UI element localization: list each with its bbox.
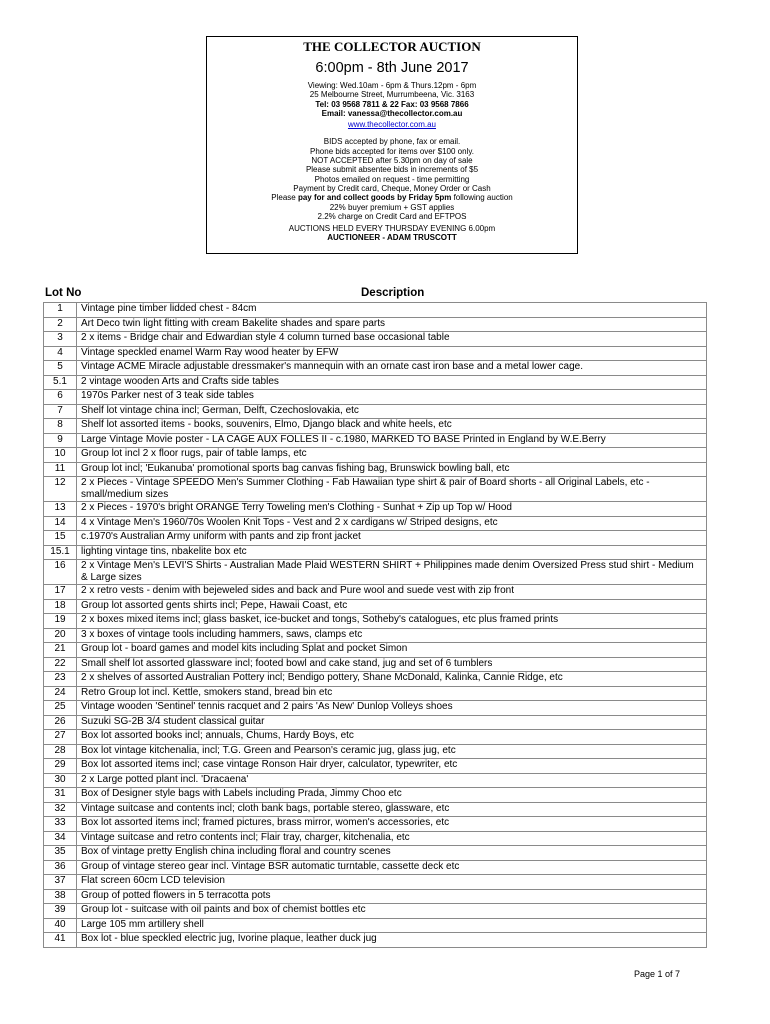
not-accepted-info: NOT ACCEPTED after 5.30pm on day of sale	[311, 156, 473, 166]
lot-description: Box of Designer style bags with Labels including Prada, Jimmy Choo etc	[77, 788, 707, 803]
table-row	[44, 788, 707, 803]
lot-description: lighting vintage tins, nbakelite box etc	[77, 545, 707, 560]
lot-description: Large Vintage Movie poster - LA CAGE AUX FOLLES II - c.1980, MARKED TO BASE Printed in England by W.E.Berry	[77, 433, 707, 448]
table-row	[44, 846, 707, 861]
lot-description: Shelf lot assorted items - books, souvenirs, Elmo, Django black and white heels, etc	[77, 419, 707, 434]
lot-description: Vintage speckled enamel Warm Ray wood heater by EFW	[77, 346, 707, 361]
viewing-hours: Viewing: Wed.10am - 6pm & Thurs.12pm - 6pm	[307, 81, 477, 90]
lot-description: Group of vintage stereo gear incl. Vintage BSR automatic turntable, cassette deck etc	[77, 860, 707, 875]
lot-description: 3 x boxes of vintage tools including hammers, saws, clamps etc	[77, 628, 707, 643]
table-row	[44, 860, 707, 875]
table-row	[44, 531, 707, 546]
lot-number: 40	[44, 918, 77, 933]
lot-description: Box lot assorted items incl; framed pictures, brass mirror, women's accessories, etc	[77, 817, 707, 832]
table-row	[44, 875, 707, 890]
auction-title: THE COLLECTOR AUCTION	[303, 39, 481, 54]
lot-description: 4 x Vintage Men's 1960/70s Woolen Knit Tops - Vest and 2 x cardigans w/ Striped designs, etc	[77, 516, 707, 531]
lot-number: 36	[44, 860, 77, 875]
lot-number: 9	[44, 433, 77, 448]
lot-number: 37	[44, 875, 77, 890]
lot-description: Box lot vintage kitchenalia, incl; T.G. Green and Pearson's ceramic jug, glass jug, etc	[77, 744, 707, 759]
lot-number: 32	[44, 802, 77, 817]
table-row	[44, 889, 707, 904]
lot-number: 25	[44, 701, 77, 716]
table-row	[44, 361, 707, 376]
table-row	[44, 433, 707, 448]
auctioneer: AUCTIONEER - ADAM TRUSCOTT	[327, 233, 457, 243]
lot-table	[43, 302, 707, 948]
lot-number: 5	[44, 361, 77, 376]
lot-number: 35	[44, 846, 77, 861]
table-row	[44, 701, 707, 716]
lot-description: 2 x retro vests - denim with bejeweled sides and back and Pure wool and suede vest with zip front	[77, 585, 707, 600]
lot-number: 3	[44, 332, 77, 347]
lot-number: 33	[44, 817, 77, 832]
lot-number: 30	[44, 773, 77, 788]
table-row	[44, 516, 707, 531]
lot-number: 41	[44, 933, 77, 948]
lot-description: 2 x boxes mixed items incl; glass basket, ice-bucket and tongs, Sotheby's catalogues, etc plus framed prints	[77, 614, 707, 629]
table-row	[44, 744, 707, 759]
lot-number: 12	[44, 477, 77, 502]
buyer-premium-info: 22% buyer premium + GST applies	[329, 202, 455, 212]
description-header: Description	[361, 287, 425, 299]
auctions-held-info: AUCTIONS HELD EVERY THURSDAY EVENING 6.00pm	[288, 224, 496, 234]
lot-description: 2 x Pieces - Vintage SPEEDO Men's Summer Clothing - Fab Hawaiian type shirt & pair of Board shorts - all Original Labels, etc - small/medium sizes	[77, 477, 707, 502]
photos-info: Photos emailed on request - time permitting	[314, 174, 470, 184]
table-row	[44, 375, 707, 390]
lot-description: Vintage suitcase and retro contents incl; Flair tray, charger, kitchenalia, etc	[77, 831, 707, 846]
lot-number: 19	[44, 614, 77, 629]
address: 25 Melbourne Street, Murrumbeena, Vic. 3163	[309, 90, 475, 100]
table-row	[44, 545, 707, 560]
lot-number: 1	[44, 303, 77, 318]
table-row	[44, 802, 707, 817]
table-row	[44, 419, 707, 434]
lot-number: 26	[44, 715, 77, 730]
table-row	[44, 773, 707, 788]
table-row	[44, 759, 707, 774]
lot-description: 2 x Large potted plant incl. 'Dracaena'	[77, 773, 707, 788]
lot-description: Group lot - board games and model kits including Splat and pocket Simon	[77, 643, 707, 658]
table-row	[44, 462, 707, 477]
lot-number: 16	[44, 560, 77, 585]
table-row	[44, 817, 707, 832]
table-row	[44, 643, 707, 658]
table-row	[44, 448, 707, 463]
lot-number: 38	[44, 889, 77, 904]
lot-description: 2 x Vintage Men's LEVI'S Shirts - Australian Made Plaid WESTERN SHIRT + Philippines made denim Oversized Press stud shirt - Medium & Large sizes	[77, 560, 707, 585]
lot-description: Group lot assorted gents shirts incl; Pepe, Hawaii Coast, etc	[77, 599, 707, 614]
lot-number: 2	[44, 317, 77, 332]
table-row	[44, 686, 707, 701]
table-row	[44, 404, 707, 419]
lot-description: Group of potted flowers in 5 terracotta pots	[77, 889, 707, 904]
lot-description: Suzuki SG-2B 3/4 student classical guitar	[77, 715, 707, 730]
lot-description: Small shelf lot assorted glassware incl; footed bowl and cake stand, jug and set of 6 tumblers	[77, 657, 707, 672]
lot-description: Group lot - suitcase with oil paints and box of chemist bottles etc	[77, 904, 707, 919]
lot-number: 5.1	[44, 375, 77, 390]
lot-description: 2 x items - Bridge chair and Edwardian style 4 column turned base occasional table	[77, 332, 707, 347]
table-row	[44, 831, 707, 846]
page-number: Page 1 of 7	[634, 969, 681, 979]
lot-description: Retro Group lot incl. Kettle, smokers stand, bread bin etc	[77, 686, 707, 701]
lot-number: 14	[44, 516, 77, 531]
lot-description: Shelf lot vintage china incl; German, Delft, Czechoslovakia, etc	[77, 404, 707, 419]
auction-datetime: 6:00pm - 8th June 2017	[315, 60, 469, 76]
lot-description: Box of vintage pretty English china including floral and country scenes	[77, 846, 707, 861]
email: Email: vanessa@thecollector.com.au	[321, 108, 463, 118]
lot-number: 28	[44, 744, 77, 759]
lot-number: 13	[44, 502, 77, 517]
lot-description: Box lot assorted books incl; annuals, Chums, Hardy Boys, etc	[77, 730, 707, 745]
table-row	[44, 918, 707, 933]
table-row	[44, 672, 707, 687]
lot-description: 2 x shelves of assorted Australian Pottery incl; Bendigo pottery, Shane McDonald, Kalinka, Cannie Ridge, etc	[77, 672, 707, 687]
table-row	[44, 657, 707, 672]
lot-description: Art Deco twin light fitting with cream Bakelite shades and spare parts	[77, 317, 707, 332]
phone-bids-info: Phone bids accepted for items over $100 only.	[310, 146, 474, 156]
table-row	[44, 346, 707, 361]
lot-description: 1970s Parker nest of 3 teak side tables	[77, 390, 707, 405]
table-row	[44, 614, 707, 629]
lot-description: Vintage wooden 'Sentinel' tennis racquet and 2 pairs 'As New' Dunlop Volleys shoes	[77, 701, 707, 716]
lot-number: 11	[44, 462, 77, 477]
lot-no-header: Lot No	[45, 287, 82, 299]
absentee-bids-info: Please submit absentee bids in increments of $5	[305, 165, 479, 175]
bids-info: BIDS accepted by phone, fax or email.	[323, 137, 461, 147]
lot-table-body	[44, 303, 707, 948]
lot-number: 29	[44, 759, 77, 774]
lot-number: 8	[44, 419, 77, 434]
pay-collect-info: Please pay for and collect goods by Friday 5pm following auction	[271, 193, 513, 203]
table-row	[44, 628, 707, 643]
lot-number: 7	[44, 404, 77, 419]
credit-card-surcharge-info: 2.2% charge on Credit Card and EFTPOS	[317, 211, 467, 221]
lot-description: Group lot incl 2 x floor rugs, pair of table lamps, etc	[77, 448, 707, 463]
lot-number: 4	[44, 346, 77, 361]
payment-info: Payment by Credit card, Cheque, Money Order or Cash	[293, 183, 491, 193]
lot-number: 39	[44, 904, 77, 919]
lot-description: Box lot assorted items incl; case vintage Ronson Hair dryer, calculator, typewriter, etc	[77, 759, 707, 774]
table-row	[44, 390, 707, 405]
lot-description: Vintage suitcase and contents incl; cloth bank bags, portable stereo, glassware, etc	[77, 802, 707, 817]
lot-number: 15	[44, 531, 77, 546]
lot-number: 15.1	[44, 545, 77, 560]
lot-description: Vintage pine timber lidded chest - 84cm	[77, 303, 707, 318]
table-row	[44, 715, 707, 730]
lot-description: Box lot - blue speckled electric jug, Ivorine plaque, leather duck jug	[77, 933, 707, 948]
lot-description: 2 x Pieces - 1970's bright ORANGE Terry Toweling men's Clothing - Sunhat + Zip up Top w/ Hood	[77, 502, 707, 517]
lot-number: 31	[44, 788, 77, 803]
lot-number: 18	[44, 599, 77, 614]
phone-fax: Tel: 03 9568 7811 & 22 Fax: 03 9568 7866	[315, 99, 469, 109]
table-row	[44, 477, 707, 502]
table-row	[44, 730, 707, 745]
lot-number: 23	[44, 672, 77, 687]
table-row	[44, 585, 707, 600]
lot-number: 27	[44, 730, 77, 745]
lot-description: Flat screen 60cm LCD television	[77, 875, 707, 890]
lot-number: 24	[44, 686, 77, 701]
column-headers	[0, 286, 770, 302]
table-row	[44, 904, 707, 919]
lot-number: 21	[44, 643, 77, 658]
lot-number: 34	[44, 831, 77, 846]
lot-description: c.1970's Australian Army uniform with pants and zip front jacket	[77, 531, 707, 546]
lot-description: 2 vintage wooden Arts and Crafts side tables	[77, 375, 707, 390]
lot-number: 10	[44, 448, 77, 463]
lot-description: Group lot incl; 'Eukanuba' promotional sports bag canvas fishing bag, Brunswick bowling ball, etc	[77, 462, 707, 477]
lot-number: 6	[44, 390, 77, 405]
lot-number: 17	[44, 585, 77, 600]
lot-number: 22	[44, 657, 77, 672]
table-row	[44, 599, 707, 614]
lot-description: Vintage ACME Miracle adjustable dressmaker's mannequin with an ornate cast iron base and a metal lower cage.	[77, 361, 707, 376]
table-row	[44, 933, 707, 948]
lot-description: Large 105 mm artillery shell	[77, 918, 707, 933]
table-row	[44, 560, 707, 585]
table-row	[44, 303, 707, 318]
website-link[interactable]: www.thecollector.com.au	[347, 120, 437, 130]
table-row	[44, 317, 707, 332]
lot-number: 20	[44, 628, 77, 643]
table-row	[44, 332, 707, 347]
table-row	[44, 502, 707, 517]
auction-header-box	[206, 36, 578, 254]
